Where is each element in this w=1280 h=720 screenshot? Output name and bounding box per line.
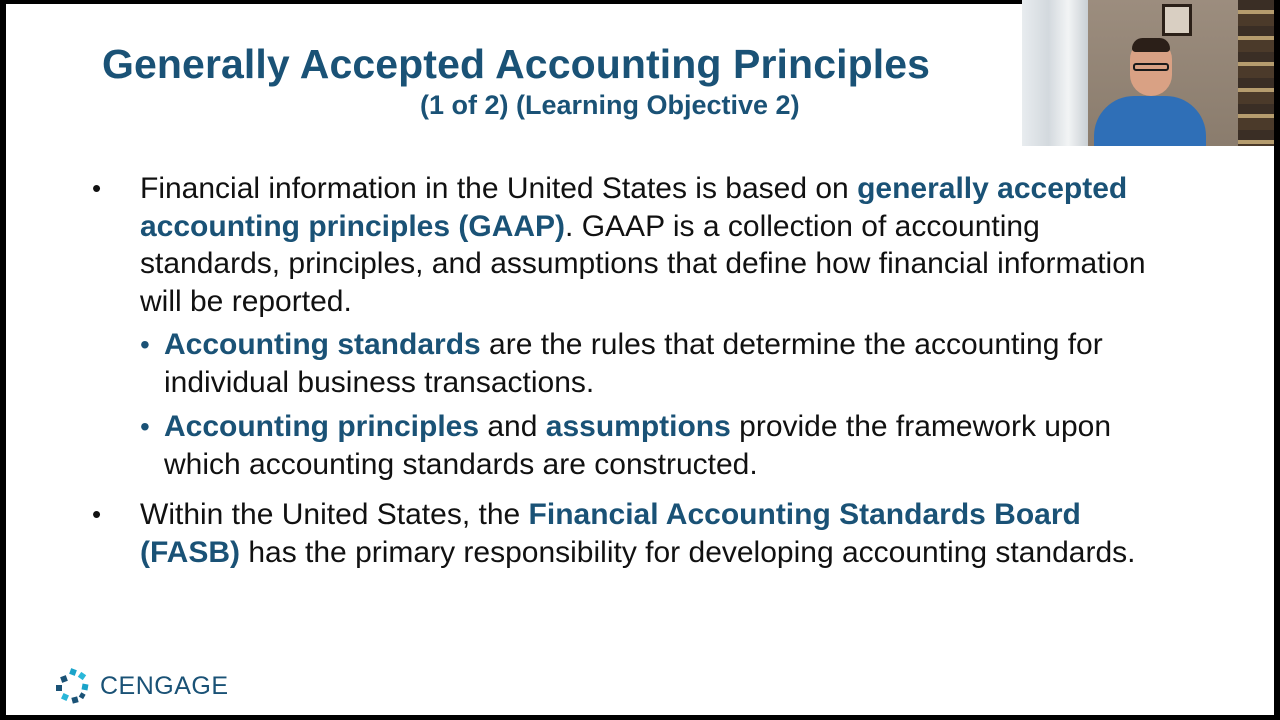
presenter-hair xyxy=(1132,38,1170,52)
cengage-logo-text: CENGAGE xyxy=(100,671,229,700)
slide-subtitle: (1 of 2) (Learning Objective 2) xyxy=(420,90,800,120)
bullet-gaap xyxy=(86,170,1186,320)
term-fasb: Financial Accounting Standards Board (FASB) xyxy=(140,498,1081,569)
sub-bullet-text: provide the framework upon which accounting standards are constructed. xyxy=(164,410,1112,481)
webcam-bookshelf xyxy=(1238,0,1274,146)
bullet-text: has the primary responsibility for developing accounting standards. xyxy=(240,535,1136,569)
sub-bullet-text: are the rules that determine the accounting for individual business transactions. xyxy=(164,328,1103,399)
slide-title: Generally Accepted Accounting Principles xyxy=(102,41,931,87)
webcam-curtain xyxy=(1022,0,1088,146)
sub-bullet-marker: • xyxy=(140,329,150,360)
sub-bullet-marker: • xyxy=(140,411,150,442)
presenter-webcam xyxy=(1022,0,1274,146)
term-accounting-standards: Accounting standards xyxy=(164,328,481,361)
webcam-picture-frame xyxy=(1162,4,1192,36)
term-gaap: generally accepted accounting principles (GAAP) xyxy=(140,172,1128,243)
bullet-marker: • xyxy=(92,173,102,203)
sub-bullet-principles-assumptions xyxy=(86,408,1186,484)
bullet-fasb xyxy=(86,496,1186,571)
term-accounting-principles: Accounting principles xyxy=(164,410,480,443)
bullet-text: Financial information in the United States is based on xyxy=(140,172,858,205)
bullet-text: . GAAP is a collection of accounting standards, principles, and assumptions that define how financial information will be reported. xyxy=(140,209,1146,318)
cengage-logo xyxy=(54,666,229,706)
sub-bullet-text: and xyxy=(479,410,546,443)
cengage-logo-icon xyxy=(54,667,92,705)
bullet-marker: • xyxy=(92,499,102,529)
presenter-glasses xyxy=(1133,63,1169,71)
presenter-body xyxy=(1094,96,1206,146)
bullet-text: Within the United States, the xyxy=(140,498,529,531)
slide-body xyxy=(86,170,1186,571)
sub-bullet-accounting-standards xyxy=(86,326,1186,402)
term-assumptions: assumptions xyxy=(545,410,731,443)
